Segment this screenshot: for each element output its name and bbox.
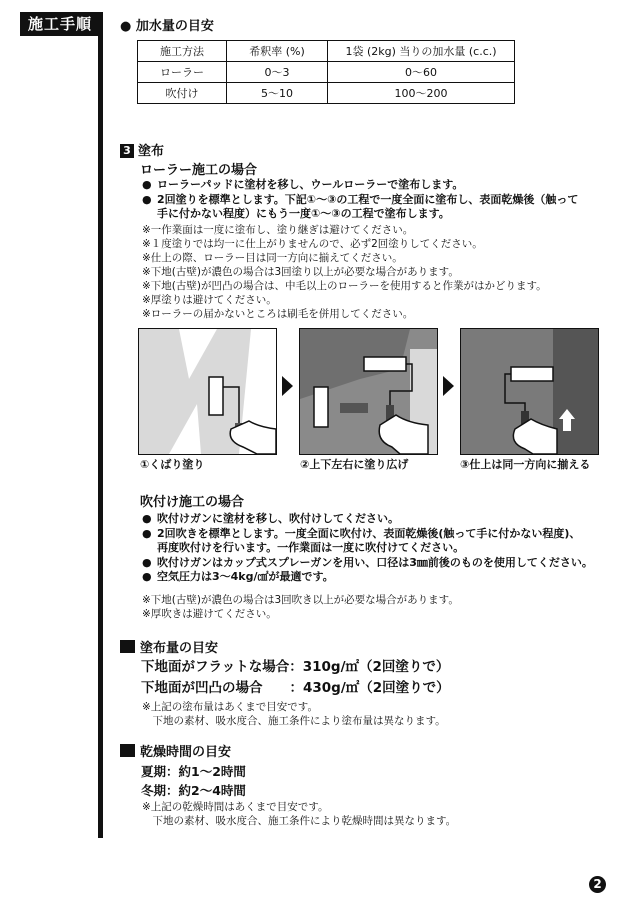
bullet-icon: ● bbox=[142, 570, 152, 583]
water-table bbox=[137, 40, 515, 104]
table-row bbox=[138, 83, 515, 104]
step-panel-1 bbox=[138, 328, 277, 455]
table-header: 1袋 (2kg) 当りの加水量 (c.c.) bbox=[328, 41, 515, 62]
step3-heading: 3 塗布 bbox=[120, 140, 164, 159]
caption-step-2: ②上下左右に塗り広げ bbox=[300, 458, 409, 471]
note: 下地の素材、吸水度合、施工条件により塗布量は異なります。 bbox=[142, 715, 446, 727]
note: ※ローラーの届かないところは刷毛を併用してください。 bbox=[142, 308, 414, 320]
roller-title: ローラー施工の場合 bbox=[140, 163, 258, 178]
table-cell: 0〜60 bbox=[328, 62, 515, 83]
drying-line: 冬期：約2〜4時間 bbox=[141, 783, 246, 798]
note: ※下地(古壁)が濃色の場合は3回塗り以上が必要な場合があります。 bbox=[142, 266, 459, 278]
page-number: 2 bbox=[589, 876, 606, 893]
drying-notes bbox=[142, 800, 456, 828]
vertical-rule bbox=[98, 12, 103, 838]
table-header: 施工方法 bbox=[138, 41, 227, 62]
table-row bbox=[138, 62, 515, 83]
caption-step-3: ③仕上は同一方向に揃える bbox=[460, 458, 591, 471]
bullet-icon: ● bbox=[142, 526, 152, 540]
table-header-row bbox=[138, 41, 515, 62]
roller-spread-illustration bbox=[300, 329, 437, 454]
list-item: ● 吹付けガンに塗材を移し、吹付けしてください。 bbox=[142, 512, 399, 525]
coverage-heading: 塗布量の目安 bbox=[120, 637, 218, 656]
bullet-icon: ● bbox=[142, 192, 152, 206]
table-header: 希釈率 (%) bbox=[227, 41, 328, 62]
note: 下地の素材、吸水度合、施工条件により乾燥時間は異なります。 bbox=[142, 815, 457, 827]
note: ※下地(古壁)が濃色の場合は3回吹き以上が必要な場合があります。 bbox=[142, 594, 459, 606]
list-item: ● 吹付けガンはカップ式スプレーガンを用い、口径は3㎜前後のものを使用してください。 bbox=[142, 555, 593, 569]
note: ※厚塗りは避けてください。 bbox=[142, 294, 277, 306]
coverage-line: 下地面が凹凸の場合 ：430g/㎡（2回塗りで） bbox=[141, 680, 450, 696]
note: ※下地(古壁)が凹凸の場合は、中毛以上のローラーを使用すると作業がはかどります。 bbox=[142, 280, 547, 292]
square-bullet-icon bbox=[120, 640, 135, 653]
caption-step-1: ①くばり塗り bbox=[140, 458, 205, 471]
step-panel-2 bbox=[299, 328, 438, 455]
note: ※１度塗りでは均一に仕上がりませんので、必ず2回塗りしてください。 bbox=[142, 238, 483, 250]
note: ※上記の乾燥時間はあくまで目安です。 bbox=[142, 801, 329, 813]
step-panel-3 bbox=[460, 328, 599, 455]
list-item-continued: 手に付かない程度）にもう一度①〜③の工程で塗布します。 bbox=[157, 207, 450, 220]
next-arrow-icon bbox=[282, 376, 293, 396]
table-cell: 100〜200 bbox=[328, 83, 515, 104]
up-arrow-icon bbox=[559, 409, 575, 431]
note: ※上記の塗布量はあくまで目安です。 bbox=[142, 701, 318, 713]
next-arrow-icon bbox=[443, 376, 454, 396]
roller-notes bbox=[142, 223, 612, 321]
step-number-badge: 3 bbox=[120, 144, 134, 158]
coverage-values bbox=[141, 657, 450, 699]
roller-list bbox=[142, 178, 612, 222]
bullet-icon: ● bbox=[142, 512, 152, 525]
note: ※一作業面は一度に塗布し、塗り継ぎは避けてください。 bbox=[142, 224, 414, 236]
bullet-icon: ● bbox=[142, 555, 152, 569]
section-label: 施工手順 bbox=[20, 12, 100, 36]
coverage-line: 下地面がフラットな場合：310g/㎡（2回塗りで） bbox=[141, 659, 450, 675]
bullet-icon: ● bbox=[120, 19, 132, 34]
drying-values bbox=[141, 762, 246, 800]
bullet-icon: ● bbox=[142, 178, 152, 191]
square-bullet-icon bbox=[120, 744, 135, 757]
list-item-continued: 再度吹付けを行います。一作業面は一度に吹付けてください。 bbox=[157, 541, 465, 554]
list-item: ● ローラーパッドに塗材を移し、ウールローラーで塗布します。 bbox=[142, 178, 464, 191]
coverage-notes bbox=[142, 700, 446, 728]
list-item: ● 2回塗りを標準とします。下記①〜③の工程で一度全面に塗布し、表面乾燥後（触って bbox=[142, 192, 579, 206]
table-cell: 吹付け bbox=[138, 83, 227, 104]
spray-list bbox=[142, 512, 612, 585]
drying-heading: 乾燥時間の目安 bbox=[120, 741, 231, 760]
spray-title: 吹付け施工の場合 bbox=[140, 495, 245, 510]
table-cell: 5〜10 bbox=[227, 83, 328, 104]
drying-line: 夏期：約1〜2時間 bbox=[141, 764, 246, 779]
note: ※仕上の際、ローラー目は同一方向に揃えてください。 bbox=[142, 252, 403, 264]
list-item: ● 空気圧力は3〜4kg/㎠が最適です。 bbox=[142, 570, 334, 583]
table-cell: ローラー bbox=[138, 62, 227, 83]
roller-finish-illustration bbox=[461, 329, 598, 454]
water-heading: ● 加水量の目安 bbox=[120, 19, 214, 34]
roller-spread-illustration bbox=[139, 329, 276, 454]
list-item: ● 2回吹きを標準とします。一度全面に吹付け、表面乾燥後(触って手に付かない程度)、 bbox=[142, 526, 581, 540]
note: ※厚吹きは避けてください。 bbox=[142, 608, 277, 620]
table-cell: 0〜3 bbox=[227, 62, 328, 83]
spray-notes bbox=[142, 593, 612, 621]
